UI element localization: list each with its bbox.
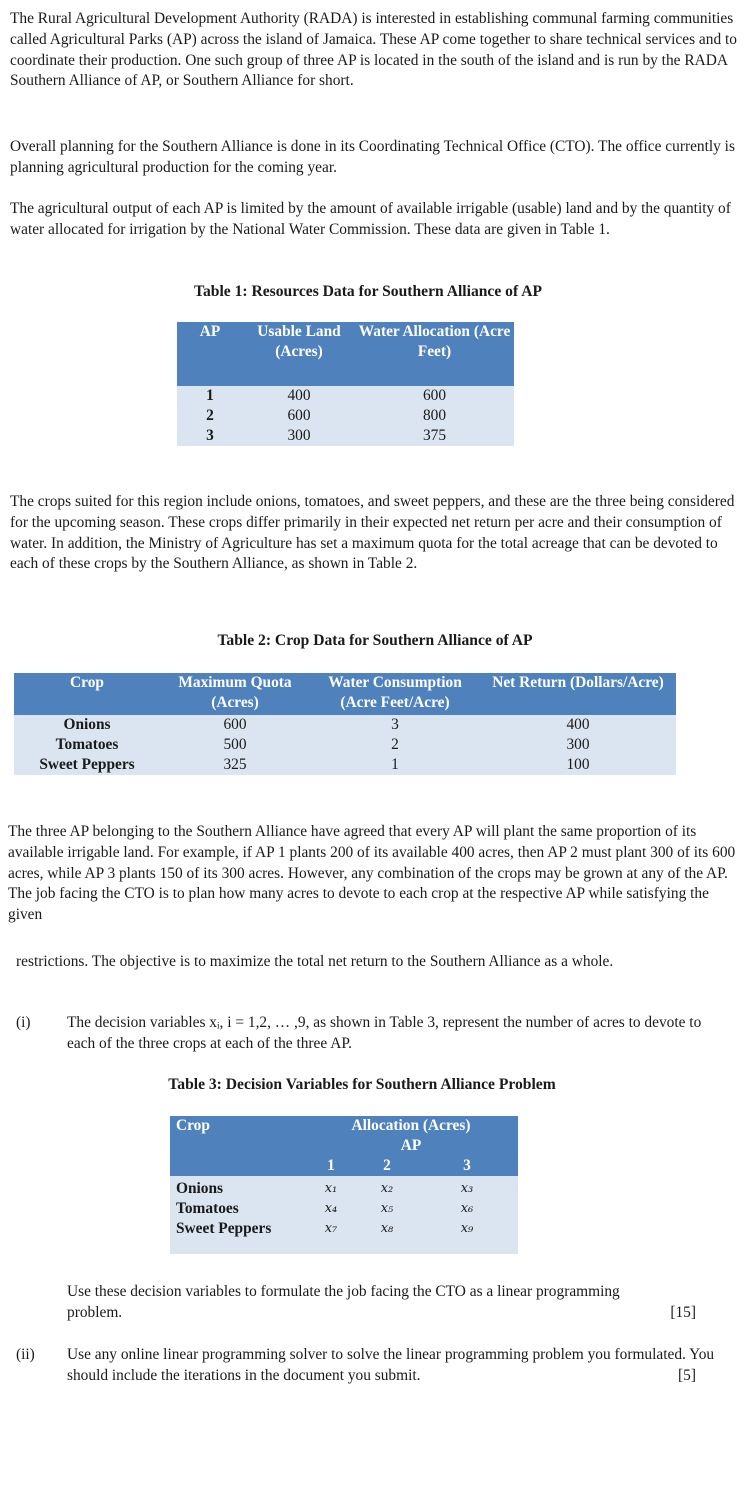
decision-variable: x₄	[304, 1199, 358, 1219]
water-consumption: 3	[310, 715, 480, 735]
decision-variable: x₃	[416, 1176, 518, 1199]
table2-header-return: Net Return (Dollars/Acre)	[480, 673, 676, 715]
net-return: 100	[480, 755, 676, 775]
question-number: (ii)	[16, 1346, 35, 1363]
water-consumption: 1	[310, 755, 480, 775]
objective-paragraph: restrictions. The objective is to maximize the total net return to the Southern Alliance as a whole.	[16, 953, 614, 970]
water-consumption: 2	[310, 735, 480, 755]
decision-variable: x₉	[416, 1219, 518, 1254]
resources-paragraph: The agricultural output of each AP is limited by the amount of available irrigable (usable) land and by the quantity of water allocated for irrigation by the National Water Commission. These data are given in Table 1.	[10, 200, 731, 238]
table3-header-crop: Crop	[170, 1116, 304, 1176]
usable-land: 600	[243, 406, 355, 426]
table2-header-water: Water Consumption (Acre Feet/Acre)	[310, 673, 480, 715]
table-row	[170, 1199, 518, 1219]
table-row	[14, 735, 676, 755]
decision-variable: x₅	[358, 1199, 416, 1219]
usable-land: 400	[243, 386, 355, 406]
table3-header-ap-2: 2	[358, 1156, 416, 1176]
table-row	[14, 715, 676, 735]
proportion-paragraph: The three AP belonging to the Southern Alliance have agreed that every AP will plant the same proportion of its available irrigable land. For example, if AP 1 plants 200 of its available 400 acres, then AP 2 must plant 300 of its 600 acres, while AP 3 plants 150 of its 300 acres. However, any combination of the crops may be grown at any of the AP. The job facing the CTO is to plan how many acres to devote to each crop at the respective AP while satisfying the given	[8, 823, 736, 924]
ap-number: 2	[177, 406, 243, 426]
water-allocation: 800	[355, 406, 514, 426]
table3-header-ap: AP	[304, 1136, 518, 1156]
water-allocation: 600	[355, 386, 514, 406]
decision-variable: x₇	[304, 1219, 358, 1254]
ap-number: 3	[177, 426, 243, 446]
planning-paragraph: Overall planning for the Southern Alliance is done in its Coordinating Technical Office (CTO). The office currently is planning agricultural production for the coming year.	[10, 138, 735, 176]
table2-header-crop: Crop	[14, 673, 160, 715]
question-number: (i)	[16, 1014, 31, 1031]
table-row	[170, 1176, 518, 1199]
table1-header-water: Water Allocation (Acre Feet)	[355, 322, 514, 386]
table1-caption: Table 1: Resources Data for Southern Alliance of AP	[194, 283, 542, 300]
marks-label: [15]	[670, 1304, 696, 1321]
intro-paragraph: The Rural Agricultural Development Authority (RADA) is interested in establishing communal farming communities called Agricultural Parks (AP) across the island of Jamaica. These AP come together to share technical services and to coordinate their production. One such group of three AP is located in the south of the island and is run by the RADA Southern Alliance of AP, or Southern Alliance for short.	[10, 10, 737, 90]
crop-name: Onions	[14, 715, 160, 735]
table-row	[170, 1219, 518, 1254]
table-row	[177, 406, 514, 426]
table2-header-quota: Maximum Quota (Acres)	[160, 673, 310, 715]
crop-name: Sweet Peppers	[14, 755, 160, 775]
max-quota: 325	[160, 755, 310, 775]
crop-name: Sweet Peppers	[170, 1219, 304, 1254]
table3-header-allocation: Allocation (Acres)	[304, 1116, 518, 1136]
crop-name: Tomatoes	[170, 1199, 304, 1219]
table3-header-ap-3: 3	[416, 1156, 518, 1176]
water-allocation: 375	[355, 426, 514, 446]
max-quota: 600	[160, 715, 310, 735]
formulation-instruction: Use these decision variables to formulate the job facing the CTO as a linear programming problem.	[67, 1283, 620, 1321]
crop-name: Onions	[170, 1176, 304, 1199]
question-text: The decision variables xᵢ, i = 1,2, … ,9, as shown in Table 3, represent the number of acres to devote to each of the three crops at each of the three AP.	[67, 1014, 702, 1052]
crops-paragraph: The crops suited for this region include onions, tomatoes, and sweet peppers, and these are the three being considered for the upcoming season. These crops differ primarily in their expected net return per acre and their consumption of water. In addition, the Ministry of Agriculture has set a maximum quota for the total acreage that can be devoted to each of these crops by the Southern Alliance, as shown in Table 2.	[10, 493, 735, 573]
usable-land: 300	[243, 426, 355, 446]
ap-number: 1	[177, 386, 243, 406]
max-quota: 500	[160, 735, 310, 755]
net-return: 300	[480, 735, 676, 755]
table3-caption: Table 3: Decision Variables for Southern Alliance Problem	[168, 1076, 556, 1093]
decision-variable: x₂	[358, 1176, 416, 1199]
decision-variable: x₁	[304, 1176, 358, 1199]
decision-variable: x₆	[416, 1199, 518, 1219]
table-row	[177, 386, 514, 406]
table2-caption: Table 2: Crop Data for Southern Alliance of AP	[217, 632, 533, 649]
table-row	[14, 755, 676, 775]
table1-header-land: Usable Land (Acres)	[243, 322, 355, 386]
table-row	[177, 426, 514, 446]
decision-variables-table	[170, 1116, 518, 1254]
resources-table	[177, 322, 514, 446]
crop-data-table	[14, 673, 676, 775]
question-text: Use any online linear programming solver to solve the linear programming problem you formulated. You should include the iterations in the document you submit.	[67, 1346, 715, 1384]
marks-label: [5]	[678, 1367, 696, 1384]
decision-variable: x₈	[358, 1219, 416, 1254]
table1-header-ap: AP	[177, 322, 243, 386]
net-return: 400	[480, 715, 676, 735]
crop-name: Tomatoes	[14, 735, 160, 755]
table3-header-ap-1: 1	[304, 1156, 358, 1176]
